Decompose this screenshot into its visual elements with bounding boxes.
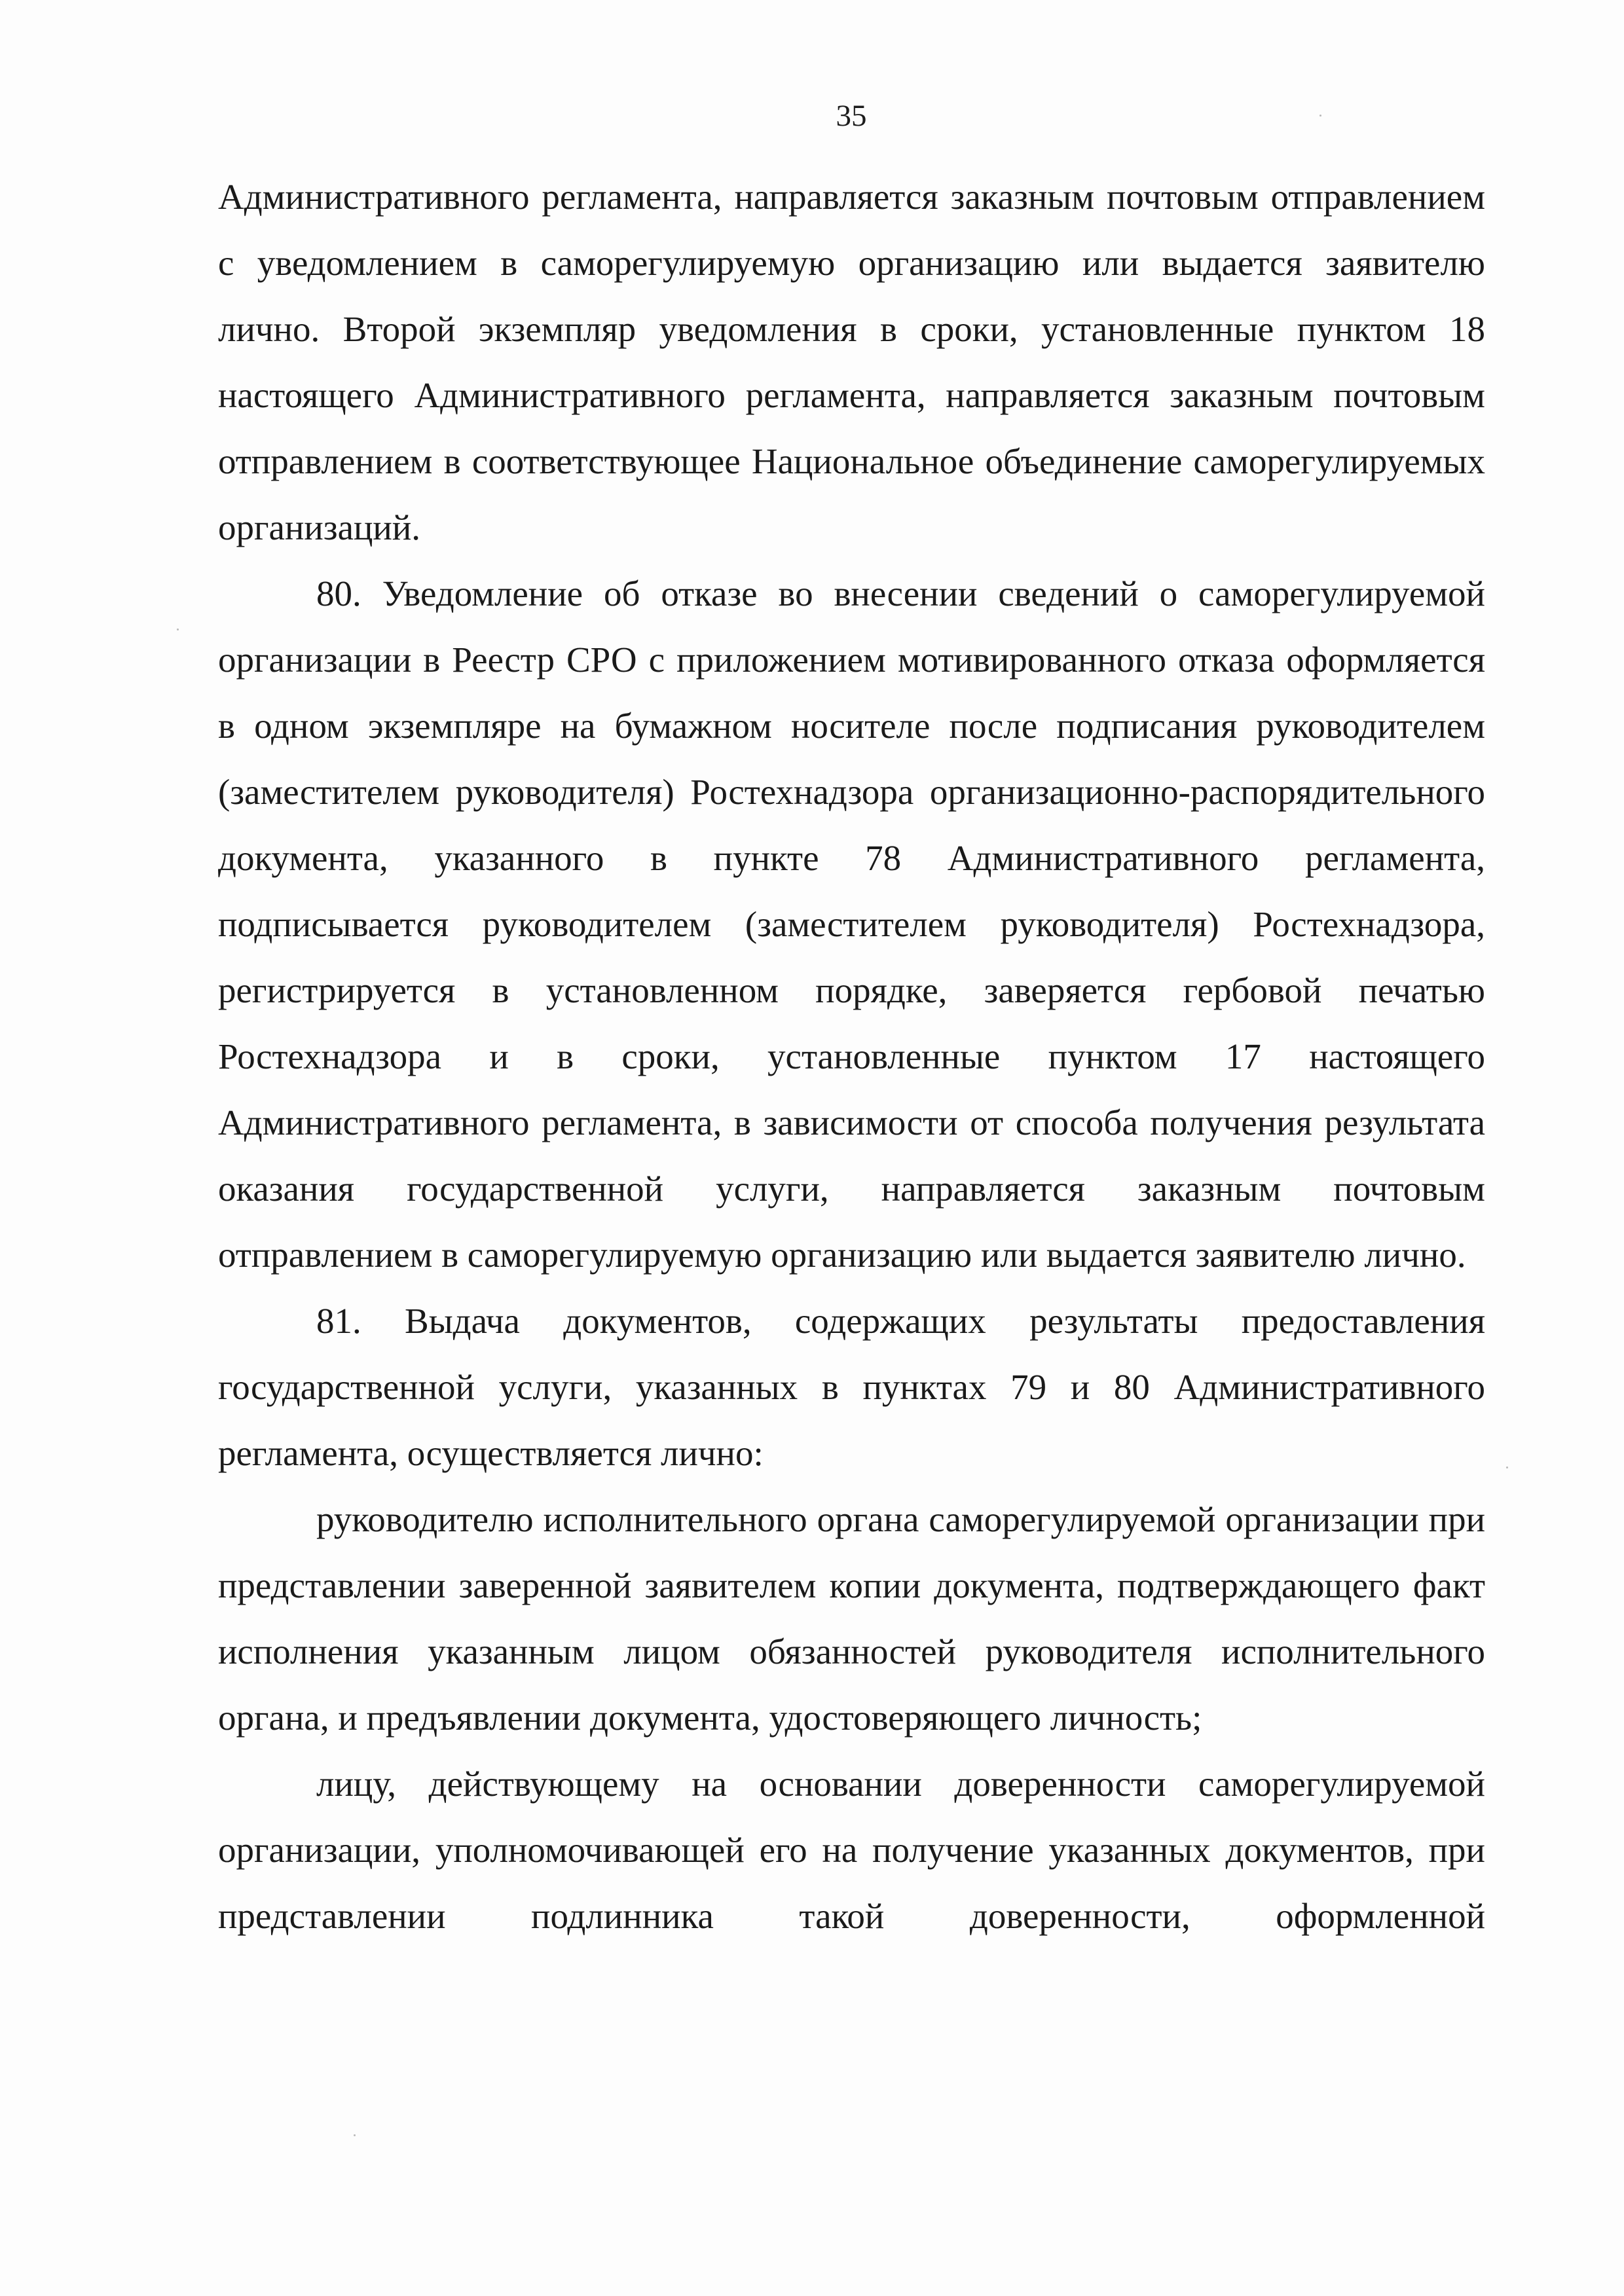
- paragraph-81-item-executive: руководителю исполнительного органа саморегулируемой организации при представлении заверенной заявителем копии документа, подтверждающего факт исполнения указанным лицом обязанностей руководителя исполнительного органа, и предъявлении документа, удостоверяющего личность;: [218, 1499, 1485, 1738]
- paragraph-81: 81. Выдача документов, содержащих результаты предоставления государственной услуги, указанных в пунктах 79 и 80 Административного регламента, осуществляется лично:: [218, 1301, 1485, 1473]
- paragraph-80: 80. Уведомление об отказе во внесении сведений о саморегулируемой организации в Реестр СРО с приложением мотивированного отказа оформляется в одном экземпляре на бумажном носителе после подписания руководителем (заместителем руководителя) Ростехнадзора организационно-распорядительного документа, указанного в пункте 78 Административного регламента, подписывается руководителем (заместителем руководителя) Ростехнадзора, регистрируется в установленном порядке, заверяется гербовой печатью Ростехнадзора и в сроки, установленные пунктом 17 настоящего Административного регламента, в зависимости от способа получения результата оказания государственной услуги, направляется заказным почтовым отправлением в саморегулируемую организацию или выдается заявителю лично.: [218, 574, 1485, 1275]
- scan-speck: [1320, 115, 1321, 117]
- scan-speck: [1506, 1467, 1508, 1468]
- scan-speck: [354, 2134, 356, 2136]
- page-number: 35: [836, 99, 867, 133]
- document-body: [218, 164, 1485, 1949]
- paragraph-81-item-proxy: лицу, действующему на основании доверенности саморегулируемой организации, уполномочивающей его на получение указанных документов, при представлении подлинника такой доверенности, оформленной: [218, 1764, 1485, 1936]
- scan-speck: [177, 629, 179, 630]
- paragraph-continuation: Административного регламента, направляется заказным почтовым отправлением с уведомлением в саморегулируемую организацию или выдается заявителю лично. Второй экземпляр уведомления в сроки, установленные пунктом 18 настоящего Административного регламента, направляется заказным почтовым отправлением в соответствующее Национальное объединение саморегулируемых организаций.: [218, 177, 1485, 547]
